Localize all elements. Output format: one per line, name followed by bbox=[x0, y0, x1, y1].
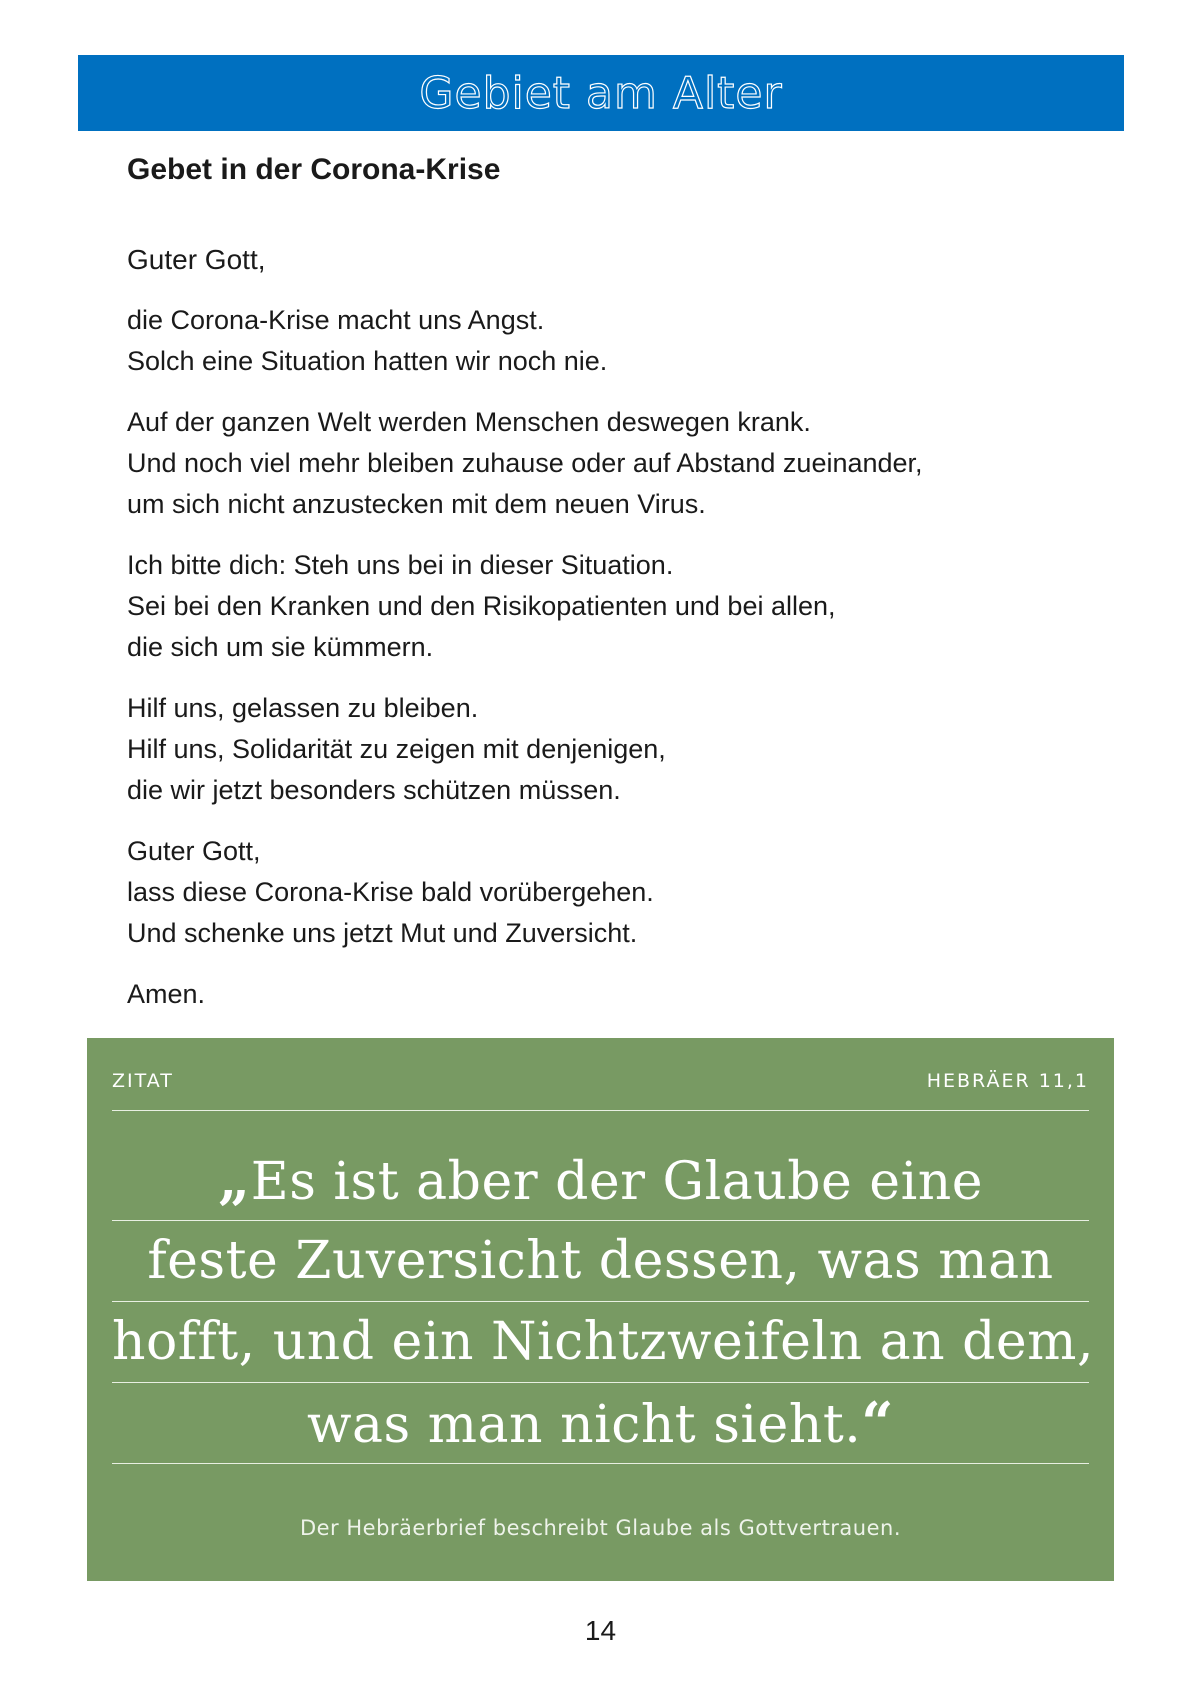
header-bar bbox=[78, 55, 1124, 131]
prayer-line: Hilf uns, Solidarität zu zeigen mit denjenigen, bbox=[127, 734, 666, 764]
quote-line bbox=[112, 1302, 1095, 1383]
prayer-line: die sich um sie kümmern. bbox=[127, 632, 434, 662]
prayer-line: lass diese Corona-Krise bald vorübergehen. bbox=[127, 877, 654, 907]
quote-line bbox=[112, 1221, 1089, 1302]
prayer-title: Gebet in der Corona-Krise bbox=[127, 153, 501, 186]
prayer-line: Und noch viel mehr bleiben zuhause oder auf Abstand zueinander, bbox=[127, 448, 923, 478]
quote-line-text: Es ist aber der Glaube eine bbox=[250, 1152, 983, 1212]
prayer-stanza bbox=[127, 831, 1087, 954]
prayer-stanza bbox=[127, 545, 1087, 668]
prayer-amen: Amen. bbox=[127, 979, 206, 1009]
quote-line-text: feste Zuversicht dessen, was man bbox=[147, 1231, 1054, 1291]
prayer-stanza bbox=[127, 300, 1087, 382]
prayer-line: Guter Gott, bbox=[127, 836, 261, 866]
quote-text bbox=[112, 1140, 1095, 1464]
prayer-line: Und schenke uns jetzt Mut und Zuversicht. bbox=[127, 918, 638, 948]
prayer-stanza bbox=[127, 402, 1087, 525]
quote-label: ZITAT bbox=[112, 1070, 174, 1092]
prayer-line: die wir jetzt besonders schützen müssen. bbox=[127, 775, 621, 805]
quote-box bbox=[87, 1038, 1114, 1581]
quote-line-text: hofft, und ein Nichtzweifeln an dem, bbox=[112, 1312, 1095, 1372]
prayer-line: Sei bei den Kranken und den Risikopatienten und bei allen, bbox=[127, 591, 836, 621]
prayer-line: Ich bitte dich: Steh uns bei in dieser Situation. bbox=[127, 550, 674, 580]
prayer-stanza bbox=[127, 974, 1087, 1015]
prayer-line: Hilf uns, gelassen zu bleiben. bbox=[127, 693, 479, 723]
prayer-line: Solch eine Situation hatten wir noch nie. bbox=[127, 346, 608, 376]
quote-caption: Der Hebräerbrief beschreibt Glaube als Gottvertrauen. bbox=[299, 1516, 902, 1540]
close-quote-mark: “ bbox=[861, 1390, 894, 1456]
prayer-line: Auf der ganzen Welt werden Menschen deswegen krank. bbox=[127, 407, 811, 437]
header-title: Gebiet am Alter bbox=[419, 67, 783, 119]
quote-reference: HEBRÄER 11,1 bbox=[926, 1070, 1089, 1092]
page-number: 14 bbox=[584, 1615, 617, 1646]
quote-line-text: was man nicht sieht. bbox=[307, 1395, 862, 1455]
prayer-line: um sich nicht anzustecken mit dem neuen Virus. bbox=[127, 489, 706, 519]
quote-line bbox=[112, 1140, 1089, 1221]
prayer-stanza bbox=[127, 688, 1087, 811]
prayer-salutation: Guter Gott, bbox=[127, 244, 266, 275]
quote-line bbox=[112, 1383, 1089, 1464]
prayer-line: die Corona-Krise macht uns Angst. bbox=[127, 305, 545, 335]
open-quote-mark: „ bbox=[218, 1147, 251, 1213]
prayer-section bbox=[127, 148, 1087, 1035]
quote-header bbox=[112, 1070, 1089, 1111]
